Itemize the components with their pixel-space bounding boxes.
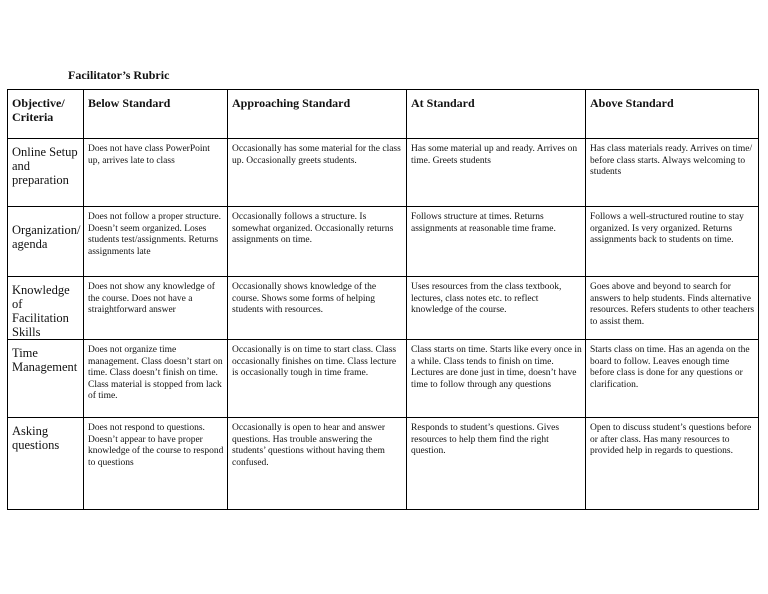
- criterion-label: Organization/ agenda: [8, 207, 84, 277]
- document-title: Facilitator’s Rubric: [68, 68, 170, 82]
- table-row: [8, 418, 759, 510]
- header-at-standard: At Standard: [407, 90, 586, 139]
- rubric-cell: Occasionally is on time to start class. Class occasionally finishes on time. Class lecture is occasionally tough in time frame.: [228, 340, 407, 418]
- rubric-cell: Has class materials ready. Arrives on time/ before class starts. Always welcoming to students: [586, 139, 759, 207]
- criterion-label: Knowledge of Facilitation Skills: [8, 277, 84, 340]
- rubric-cell: Responds to student’s questions. Gives resources to help them find the right question.: [407, 418, 586, 510]
- rubric-cell: Has some material up and ready. Arrives on time. Greets students: [407, 139, 586, 207]
- rubric-cell: Does not organize time management. Class doesn’t start on time. Class doesn’t finish on time. Class material is stopped from lack of time.: [84, 340, 228, 418]
- rubric-cell: Does not follow a proper structure. Doesn’t seem organized. Loses students test/assignments. Returns assignments late: [84, 207, 228, 277]
- table-row: [8, 139, 759, 207]
- rubric-cell: Does not respond to questions. Doesn’t appear to have proper knowledge of the course to respond to questions: [84, 418, 228, 510]
- header-above-standard: Above Standard: [586, 90, 759, 139]
- criterion-label: Online Setup and preparation: [8, 139, 84, 207]
- header-approaching-standard: Approaching Standard: [228, 90, 407, 139]
- rubric-cell: Starts class on time. Has an agenda on the board to follow. Leaves enough time before class is done for any questions or clarification.: [586, 340, 759, 418]
- rubric-cell: Open to discuss student’s questions before or after class. Has many resources to provided help in regards to questions.: [586, 418, 759, 510]
- criterion-label: Asking questions: [8, 418, 84, 510]
- rubric-cell: Class starts on time. Starts like every once in a while. Class tends to finish on time. Lectures are done just in time, doesn’t have time to follow through any questions: [407, 340, 586, 418]
- table-row: [8, 277, 759, 340]
- criterion-label: Time Management: [8, 340, 84, 418]
- rubric-cell: Does not show any knowledge of the course. Does not have a straightforward answer: [84, 277, 228, 340]
- header-objective-criteria: Objective/ Criteria: [8, 90, 84, 139]
- rubric-cell: Follows structure at times. Returns assignments at reasonable time frame.: [407, 207, 586, 277]
- header-below-standard: Below Standard: [84, 90, 228, 139]
- rubric-cell: Does not have class PowerPoint up, arrives late to class: [84, 139, 228, 207]
- rubric-cell: Uses resources from the class textbook, lectures, class notes etc. to reflect knowledge of the course.: [407, 277, 586, 340]
- rubric-cell: Occasionally has some material for the class up. Occasionally greets students.: [228, 139, 407, 207]
- rubric-cell: Occasionally shows knowledge of the course. Shows some forms of helping students with resources.: [228, 277, 407, 340]
- rubric-table: [7, 89, 759, 510]
- table-row: [8, 340, 759, 418]
- rubric-cell: Occasionally is open to hear and answer questions. Has trouble answering the students’ questions without having them confused.: [228, 418, 407, 510]
- table-row: [8, 207, 759, 277]
- header-row: [8, 90, 759, 139]
- rubric-cell: Occasionally follows a structure. Is somewhat organized. Occasionally returns assignments on time.: [228, 207, 407, 277]
- rubric-cell: Follows a well-structured routine to stay organized. Is very organized. Returns assignments back to students on time.: [586, 207, 759, 277]
- rubric-cell: Goes above and beyond to search for answers to help students. Finds alternative resources. Refers students to other teachers to assist them.: [586, 277, 759, 340]
